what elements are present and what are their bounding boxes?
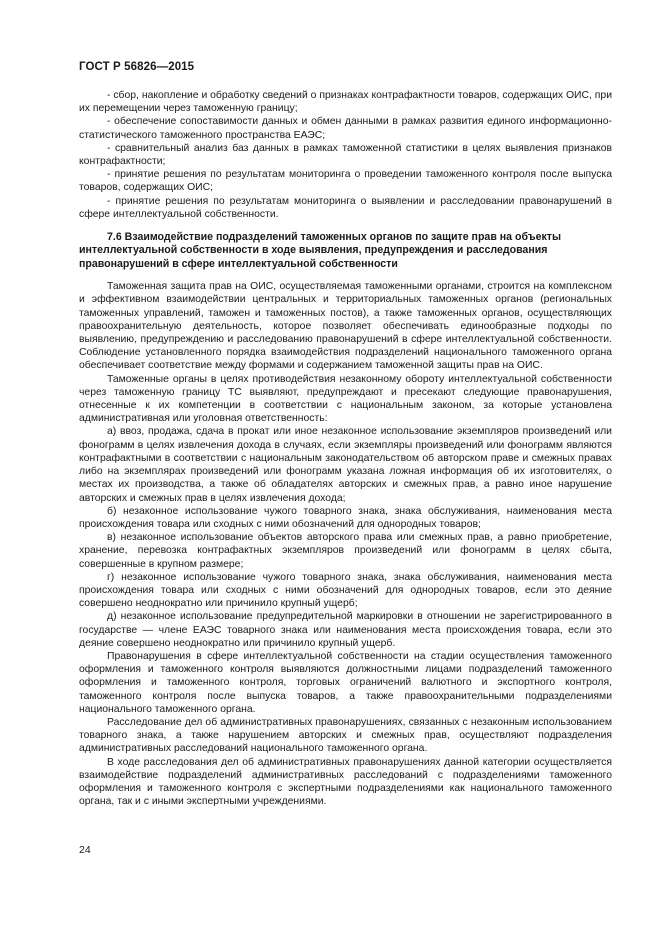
list-item: - обеспечение сопоставимости данных и обмен данными в рамках развития единого информационно-статистического таможенного пространства ЕАЭС;	[79, 116, 612, 141]
document-body	[79, 89, 612, 808]
section-heading: 7.6 Взаимодействие подразделений таможенных органов по защите прав на объекты интеллектуальной собственности в ходе выявления, предупреждения и расследования правонарушений в сфере интеллектуальной собственности	[79, 231, 562, 270]
list-item: - сравнительный анализ баз данных в рамках таможенной статистики в целях выявления признаков контрафактности;	[79, 142, 612, 168]
document-standard-id: ГОСТ Р 56826—2015	[79, 61, 195, 73]
list-item: - принятие решения по результатам мониторинга о выявлении и расследовании правонарушений в сфере интеллектуальной собственности.	[79, 195, 612, 220]
body-paragraph: а) ввоз, продажа, сдача в прокат или иное незаконное использование экземпляров произведений или фонограмм в целях извлечения дохода в случаях, если экземпляры произведений или фонограмм являются контрафактными в соответствии с национальным законодательством об авторском праве и смежных правах либо на экземплярах произведений или фонограмм указана ложная информация об их изготовителях, о местах их производства, а также об обладателях авторских и смежных прав, а равно иное нарушение авторских и смежных прав в целях извлечения дохода;	[79, 426, 612, 504]
body-paragraph: В ходе расследования дел об административных правонарушениях данной категории осуществляется взаимодействие подразделений административных расследований с подразделениями таможенного оформления и таможенного контроля с экспертными подразделениями как национального таможенного органа, так и с иными экспертными учреждениями.	[79, 756, 612, 808]
body-paragraph: Таможенные органы в целях противодействия незаконному обороту интеллектуальной собственности через таможенную границу ТС выявляют, предупреждают и пресекают следующие правонарушения, отнесенные к их компетенции в соответствии с национальным законом, за которые установлена административная или уголовная ответственность:	[79, 373, 612, 425]
body-paragraph: Таможенная защита прав на ОИС, осуществляемая таможенными органами, строится на комплексном и эффективном взаимодействии центральных и территориальных таможенных органов (региональных таможенных управлений, таможен и таможенных постов), а также таможенных органов, осуществляющих правоохранительную деятельность, которое позволяет обеспечивать единообразные подходы по выявлению, предупреждению и расследованию правонарушений в сфере интеллектуальной собственности. Соблюдение установленного порядка взаимодействия подразделений национального таможенного органа обеспечивает соответствие между формами и содержанием таможенной защиты прав на ОИС.	[79, 281, 612, 372]
body-paragraph: д) незаконное использование предупредительной маркировки в отношении не зарегистрированного в государстве — члене ЕАЭС товарного знака или наименования места происхождения товара, если это деяние совершено неоднократно или причинило крупный ущерб.	[79, 611, 612, 649]
page-number: 24	[79, 844, 91, 856]
body-paragraph: Правонарушения в сфере интеллектуальной собственности на стадии осуществления таможенного оформления и таможенного контроля выявляются должностными лицами подразделений таможенного оформления и таможенного контроля, торговых ограничений валютного и экспортного контроля, таможенного контроля после выпуска товаров, а также правоохранительными подразделениями национального таможенного органа.	[79, 650, 612, 715]
list-item: - сбор, накопление и обработку сведений о признаках контрафактности товаров, содержащих ОИС, при их перемещении через таможенную границу;	[79, 90, 613, 115]
body-paragraph: Расследование дел об административных правонарушениях, связанных с незаконным использованием товарного знака, а также нарушением авторских и смежных прав, осуществляют подразделения административных расследований национального таможенного органа.	[79, 716, 612, 755]
body-paragraph: б) незаконное использование чужого товарного знака, знака обслуживания, наименования места происхождения товара или сходных с ними обозначений для однородных товаров;	[79, 505, 612, 530]
body-paragraph: г) незаконное использование чужого товарного знака, знака обслуживания, наименования места происхождения товара или сходных с ними обозначений для однородных товаров, если это деяние совершено неоднократно или причинило крупный ущерб;	[79, 571, 612, 610]
list-item: - принятие решения по результатам мониторинга о проведении таможенного контроля после выпуска товаров, содержащих ОИС;	[79, 169, 612, 194]
body-paragraph: в) незаконное использование объектов авторского права или смежных прав, а равно приобретение, хранение, перевозка контрафактных экземпляров произведений или фонограмм в целях сбыта, совершенные в крупном размере;	[79, 532, 612, 570]
